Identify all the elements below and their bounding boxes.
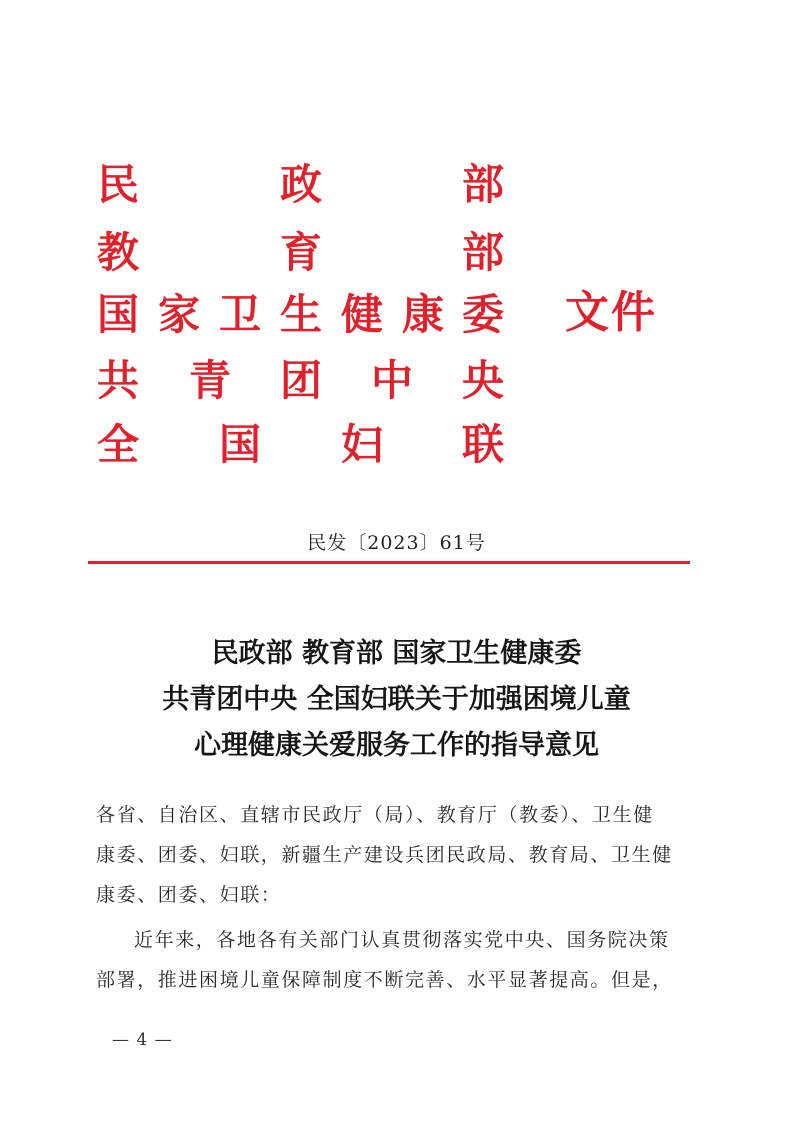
red-separator-rule: [88, 561, 690, 564]
org-weijianwei: [96, 290, 516, 340]
org-char: 家: [157, 290, 200, 339]
title-line: 共青团中央 全国妇联关于加强困境儿童: [162, 684, 631, 715]
org-gongqingtuan: [96, 356, 516, 406]
org-char: 健: [340, 290, 383, 339]
org-char: 委: [461, 290, 504, 339]
org-char: 中: [370, 356, 413, 405]
title-line: 心理健康关爱服务工作的指导意见: [194, 730, 599, 761]
org-char: 国: [96, 290, 139, 339]
org-char: 团: [279, 356, 322, 405]
body-line: 康委、团委、妇联：: [96, 884, 282, 906]
body-line: 各省、自治区、直辖市民政厅（局）、教育厅（教委）、卫生健: [96, 804, 654, 826]
org-char: 部: [461, 228, 504, 277]
body-line: 近年来，各地各有关部门认真贯彻落实党中央、国务院决策: [134, 929, 670, 951]
org-char: 联: [461, 420, 504, 469]
document-number: 民发〔2023〕61号: [307, 532, 486, 554]
body-line: 康委、团委、妇联，新疆生产建设兵团民政局、教育局、卫生健: [96, 844, 673, 866]
org-jiaoyubu: [96, 228, 516, 278]
title-line: 民政部 教育部 国家卫生健康委: [211, 638, 582, 669]
body-line: 部署，推进困境儿童保障制度不断完善、水平显著提高。但是，: [96, 969, 673, 991]
org-char: 共: [96, 356, 139, 405]
org-char: 青: [188, 356, 231, 405]
document-word: 文件: [565, 287, 657, 338]
org-char: 部: [461, 160, 504, 209]
page-number: — 4 —: [112, 1030, 173, 1050]
org-char: 民: [96, 160, 139, 209]
org-char: 央: [461, 356, 504, 405]
org-char: 政: [279, 160, 322, 209]
org-minzhengbu: [96, 160, 516, 210]
org-char: 育: [279, 228, 322, 277]
org-char: 妇: [340, 420, 383, 469]
org-char: 国: [218, 420, 261, 469]
org-char: 康: [401, 290, 444, 339]
org-char: 卫: [218, 290, 261, 339]
org-char: 全: [96, 420, 139, 469]
org-char: 教: [96, 228, 139, 277]
org-fulian: [96, 420, 516, 470]
org-char: 生: [279, 290, 322, 339]
